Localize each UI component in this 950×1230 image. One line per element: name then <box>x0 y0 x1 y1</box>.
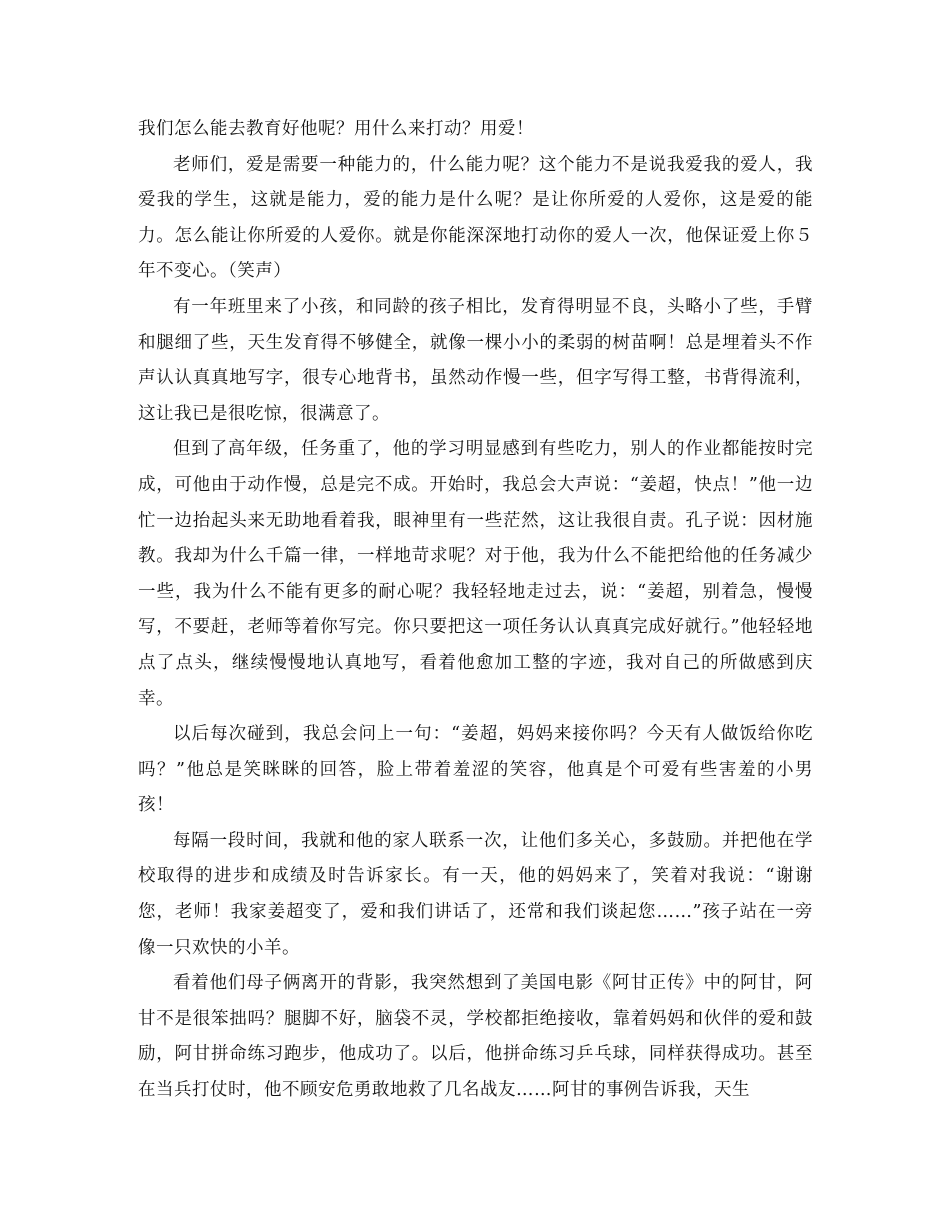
paragraph-1: 我们怎么能去教育好他呢？用什么来打动？用爱！ <box>138 119 534 139</box>
paragraph-7: 看着他们母子俩离开的背影，我突然想到了美国电影《阿甘正传》中的阿甘，阿甘不是很笨拙吗？腿脚不好，脑袋不灵，学校都拒绝接收，靠着妈妈和伙伴的爱和鼓励，阿甘拼命练习跑步，他成功了。以后，他拼命练习乒乓球，同样获得成功。甚至在当兵打仗时，他不顾安危勇敢地救了几名战友……阿甘的事例告诉我，天生 <box>138 973 813 1101</box>
paragraph-3: 有一年班里来了小孩，和同龄的孩子相比，发育得明显不良，头略小了些，手臂和腿细了些，天生发育得不够健全，就像一棵小小的柔弱的树苗啊！总是埋着头不作声认认真真地写字，很专心地背书，虽然动作慢一些，但字写得工整，书背得流利，这让我已是很吃惊，很满意了。 <box>138 296 813 424</box>
paragraph-2: 老师们，爱是需要一种能力的，什么能力呢？这个能力不是说我爱我的爱人，我爱我的学生，这就是能力，爱的能力是什么呢？是让你所爱的人爱你，这是爱的能力。怎么能让你所爱的人爱你。就是你能深深地打动你的爱人一次，他保证爱上你５年不变心。（笑声） <box>138 154 813 282</box>
paragraph-5: 以后每次碰到，我总会问上一句：“姜超，妈妈来接你吗？今天有人做饭给你吃吗？”他总是笑眯眯的回答，脸上带着羞涩的笑容，他真是个可爱有些害羞的小男孩！ <box>138 724 813 816</box>
document-body <box>138 112 813 1109</box>
paragraph-6: 每隔一段时间，我就和他的家人联系一次，让他们多关心，多鼓励。并把他在学校取得的进步和成绩及时告诉家长。有一天，他的妈妈来了，笑着对我说：“谢谢您，老师！我家姜超变了，爱和我们讲话了，还常和我们谈起您……”孩子站在一旁像一只欢快的小羊。 <box>138 830 813 958</box>
paragraph-4: 但到了高年级，任务重了，他的学习明显感到有些吃力，别人的作业都能按时完成，可他由于动作慢，总是完不成。开始时，我总会大声说：“姜超，快点！”他一边忙一边抬起头来无助地看着我，眼神里有一些茫然，这让我很自责。孔子说：因材施教。我却为什么千篇一律，一样地苛求呢？对于他，我为什么不能把给他的任务减少一些，我为什么不能有更多的耐心呢？我轻轻地走过去，说：“姜超，别着急，慢慢写，不要赶，老师等着你写完。你只要把这一项任务认认真真完成好就行。”他轻轻地点了点头，继续慢慢地认真地写，看着他愈加工整的字迹，我对自己的所做感到庆幸。 <box>138 439 813 709</box>
